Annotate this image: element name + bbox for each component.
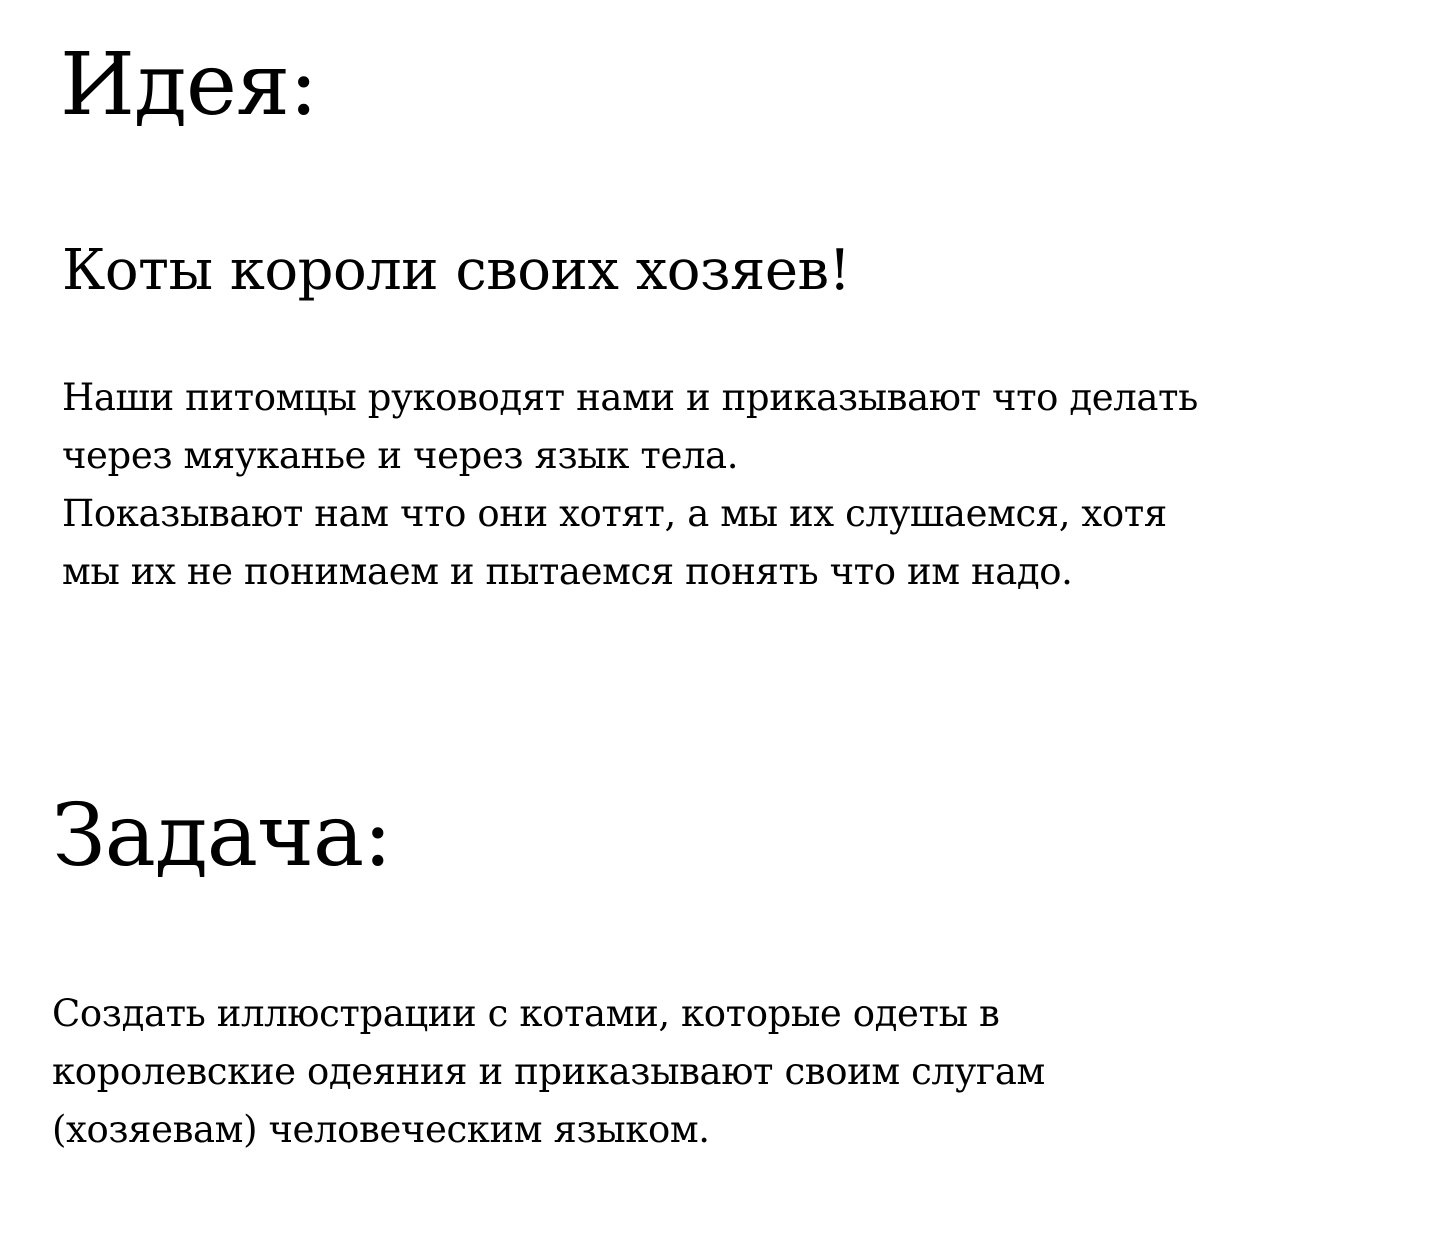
task-paragraph-line: (хозяевам) человеческим языком. [52, 1108, 710, 1151]
idea-subtitle: Коты короли своих хозяев! [62, 238, 851, 303]
task-paragraph-line: королевские одеяния и приказывают своим слугам [52, 1050, 1045, 1093]
task-paragraph [52, 985, 1045, 1159]
task-heading: Задача: [52, 786, 392, 886]
idea-paragraph-line: через мяуканье и через язык тела. [62, 434, 739, 477]
idea-paragraph-line: Показывают нам что они хотят, а мы их слушаемся, хотя [62, 492, 1167, 535]
idea-paragraph-line: Наши питомцы руководят нами и приказывают что делать [62, 376, 1198, 419]
idea-paragraph [62, 369, 1198, 601]
idea-heading: Идея: [60, 35, 318, 135]
task-paragraph-line: Создать иллюстрации с котами, которые одеты в [52, 992, 1000, 1035]
idea-paragraph-line: мы их не понимаем и пытаемся понять что им надо. [62, 550, 1073, 593]
